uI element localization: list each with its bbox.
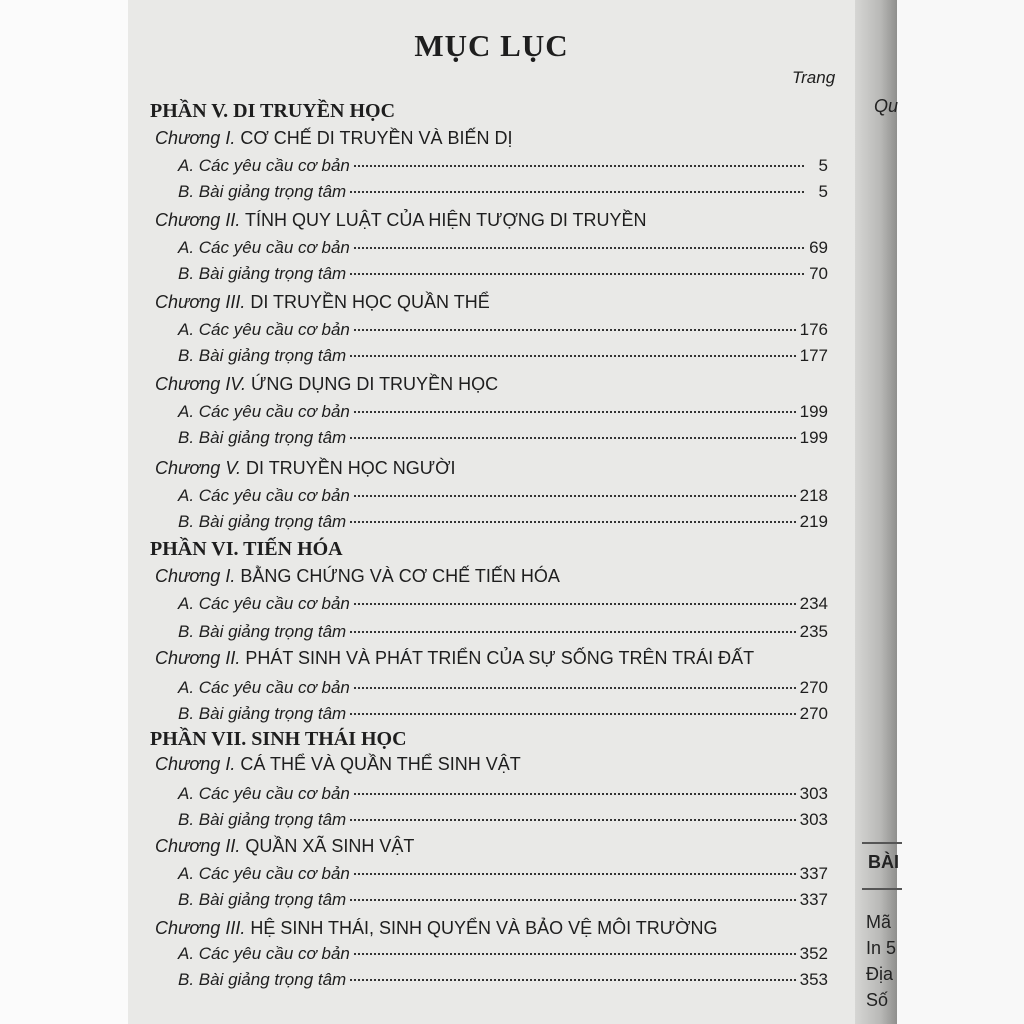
leader-dots [350, 713, 795, 715]
toc-entry[interactable]: B. Bài giảng trọng tâm 70 [178, 264, 828, 283]
chapter-heading: Chương II. QUẦN XÃ SINH VẬT [155, 836, 415, 856]
adjacent-page-text: Địa [866, 964, 894, 984]
leader-dots [350, 273, 804, 275]
chapter-heading: Chương V. DI TRUYỀN HỌC NGƯỜI [155, 458, 456, 478]
chapter-heading: Chương II. PHÁT SINH VÀ PHÁT TRIỂN CỦA SỰ SỐNG TRÊN TRÁI ĐẤT [155, 648, 755, 668]
leader-dots [354, 495, 796, 497]
toc-entry[interactable]: A. Các yêu cầu cơ bản 337 [178, 864, 828, 883]
leader-dots [350, 521, 795, 523]
leader-dots [350, 899, 795, 901]
toc-entry[interactable]: B. Bài giảng trọng tâm 337 [178, 890, 828, 909]
page-column-label: Trang [792, 68, 836, 87]
chapter-heading: Chương I. BẰNG CHỨNG VÀ CƠ CHẾ TIẾN HÓA [155, 566, 560, 586]
toc-entry[interactable]: B. Bài giảng trọng tâm 235 [178, 622, 828, 641]
adjacent-page-text: In 5 [866, 938, 897, 958]
leader-dots [350, 631, 795, 633]
toc-entry[interactable]: B. Bài giảng trọng tâm 5 [178, 182, 828, 201]
adjacent-page-text: Số [866, 990, 889, 1010]
leader-dots [350, 191, 804, 193]
photo-background-left [0, 0, 128, 1024]
page-title: MỤC LỤC [414, 28, 569, 63]
leader-dots [354, 329, 796, 331]
page-number: 69 [809, 238, 828, 257]
toc-entry[interactable]: A. Các yêu cầu cơ bản 218 [178, 486, 828, 505]
leader-dots [350, 819, 795, 821]
page-number: 219 [799, 512, 828, 531]
chapter-heading: Chương I. CƠ CHẾ DI TRUYỀN VÀ BIẾN DỊ [155, 128, 513, 148]
adjacent-page-text: Qu [874, 96, 899, 116]
page-number: 199 [799, 428, 828, 447]
page-number: 270 [799, 678, 828, 697]
page-number: 5 [818, 156, 828, 175]
adjacent-page [897, 0, 1024, 1024]
page-number: 235 [799, 622, 828, 641]
leader-dots [354, 165, 804, 167]
leader-dots [354, 687, 796, 689]
adjacent-page-text: Mã [866, 912, 892, 932]
leader-dots [354, 247, 804, 249]
chapter-heading: Chương III. HỆ SINH THÁI, SINH QUYỂN VÀ BẢO VỆ MÔI TRƯỜNG [155, 918, 718, 938]
chapter-heading: Chương IV. ỨNG DỤNG DI TRUYỀN HỌC [155, 374, 499, 394]
toc-entry[interactable]: A. Các yêu cầu cơ bản 199 [178, 402, 828, 421]
toc-entry[interactable]: A. Các yêu cầu cơ bản 176 [178, 320, 828, 339]
toc-entry[interactable]: A. Các yêu cầu cơ bản 303 [178, 784, 828, 803]
page-number: 5 [818, 182, 828, 201]
toc-entry[interactable]: A. Các yêu cầu cơ bản 352 [178, 944, 828, 963]
page-number: 270 [799, 704, 828, 723]
leader-dots [350, 355, 795, 357]
part-heading: PHẦN V. DI TRUYỀN HỌC [150, 100, 396, 122]
page-number: 353 [799, 970, 828, 989]
page-number: 199 [799, 402, 828, 421]
toc-entry[interactable]: B. Bài giảng trọng tâm 199 [178, 428, 828, 447]
page-number: 303 [799, 784, 828, 803]
page-number: 337 [799, 864, 828, 883]
toc-entry[interactable]: A. Các yêu cầu cơ bản 270 [178, 678, 828, 697]
page-number: 303 [799, 810, 828, 829]
toc-entry[interactable]: B. Bài giảng trọng tâm 303 [178, 810, 828, 829]
toc-entry[interactable]: B. Bài giảng trọng tâm 270 [178, 704, 828, 723]
part-heading: PHẦN VII. SINH THÁI HỌC [150, 728, 407, 750]
page-number: 70 [809, 264, 828, 283]
toc-entry[interactable]: A. Các yêu cầu cơ bản 69 [178, 238, 828, 257]
page-number: 234 [799, 594, 828, 613]
toc-entry[interactable]: B. Bài giảng trọng tâm 177 [178, 346, 828, 365]
toc-entry[interactable]: B. Bài giảng trọng tâm 353 [178, 970, 828, 989]
chapter-heading: Chương III. DI TRUYỀN HỌC QUẦN THỂ [155, 292, 490, 312]
leader-dots [354, 411, 796, 413]
part-heading: PHẦN VI. TIẾN HÓA [150, 538, 343, 560]
chapter-heading: Chương II. TÍNH QUY LUẬT CỦA HIỆN TƯỢNG DI TRUYỀN [155, 210, 647, 230]
page-number: 352 [799, 944, 828, 963]
toc-entry[interactable]: A. Các yêu cầu cơ bản 5 [178, 156, 828, 175]
page-number: 218 [799, 486, 828, 505]
leader-dots [350, 437, 795, 439]
leader-dots [354, 793, 796, 795]
page-number: 176 [799, 320, 828, 339]
toc-entry[interactable]: B. Bài giảng trọng tâm 219 [178, 512, 828, 531]
adjacent-page-text: BÀI [868, 852, 899, 872]
leader-dots [354, 603, 796, 605]
leader-dots [354, 953, 796, 955]
toc-entry[interactable]: A. Các yêu cầu cơ bản 234 [178, 594, 828, 613]
leader-dots [350, 979, 795, 981]
page-number: 177 [799, 346, 828, 365]
chapter-heading: Chương I. CÁ THỂ VÀ QUẦN THỂ SINH VẬT [155, 754, 521, 774]
leader-dots [354, 873, 796, 875]
page-number: 337 [799, 890, 828, 909]
